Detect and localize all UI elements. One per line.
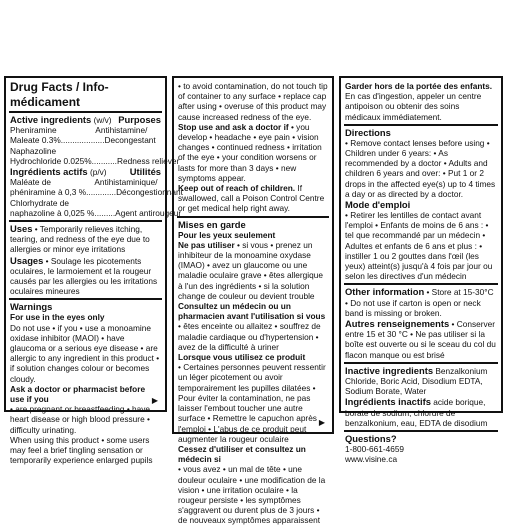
consultez-text: • êtes enceinte ou allaitez • souffrez de maladie cardiaque ou d'hypertension • avez de la difficulté à uriner bbox=[178, 321, 321, 352]
mises-en-garde-section bbox=[174, 218, 332, 528]
ia-line: Maléate de Antihistaminique/ bbox=[10, 177, 158, 188]
keep-out-text: If swallowed, call a Poison Control Centre or get medical help right away. bbox=[178, 183, 325, 214]
ia-line: Chlorhydrate de bbox=[10, 197, 70, 208]
website-link[interactable]: www.visine.ca bbox=[345, 454, 398, 465]
active-ingredients-unit: (w/v) bbox=[93, 115, 112, 125]
garder-section bbox=[341, 78, 501, 124]
continue-arrow-icon: ▶ bbox=[151, 395, 158, 405]
warnings-section bbox=[6, 300, 165, 467]
autres-text: • Conserver entre 15 et 30 °C • Ne pas utiliser si la boîte est ouverte ou si le sceau du col du flacon manque ou est brisé bbox=[345, 319, 496, 360]
ne-pas-utiliser-heading: Ne pas utiliser bbox=[178, 239, 235, 250]
inactive-text: Benzalkonium Chloride, Boric Acid, Disodium EDTA, Sodium Borate, Water bbox=[345, 365, 488, 397]
stop-use-heading: Stop use and ask a doctor if bbox=[178, 121, 289, 132]
ai-line: Pheniramine Antihistamine/ bbox=[10, 125, 148, 136]
cessez-heading: Cessez d'utiliser et consultez un médecin si bbox=[178, 443, 306, 465]
active-ingredients-heading: Active ingredients bbox=[10, 114, 92, 125]
ai-line: Maleate 0.3%...................Decongestant bbox=[10, 135, 156, 146]
drug-facts-panel-1 bbox=[4, 76, 183, 466]
uses-section bbox=[6, 222, 165, 298]
garder-text: En cas d'ingestion, appeler un centre antipoison ou obtenir des soins médicaux immédiatement. bbox=[345, 91, 482, 122]
other-info-heading: Other information bbox=[345, 286, 425, 298]
keep-out-heading: Keep out of reach of children. bbox=[178, 183, 296, 194]
directions-text: • Remove contact lenses before using • Children under 6 years: • As recommended by a doctor • Adults and children 6 years and over: • Put 1 or 2 drops in the affected eye(s) up to 4 times a day or as directed by a doctor. bbox=[345, 137, 496, 199]
inactive-heading: Inactive ingredients bbox=[345, 364, 434, 376]
mode-emploi-text: • Retirer les lentilles de contact avant l'emploi • Enfants de moins de 6 ans : • tel que recommandé par un médecin • Adultes et enfants de 6 ans et plus : • instiller 1 ou 2 gouttes dans l'œil (les yeux) atteint(s) jusqu'à 4 fois par jour ou selon les directives d'un médecin bbox=[345, 210, 493, 282]
consultez-heading: Consultez un médecin ou un pharmacien avant l'utilisation si vous bbox=[178, 301, 326, 322]
drug-facts-panel-3 bbox=[339, 76, 503, 465]
directions-section bbox=[341, 126, 501, 284]
inactifs-text: acide borique, borate de sodium, chlorure de benzalkonium, eau, EDTA de disodium bbox=[345, 397, 488, 428]
mode-emploi-heading: Mode d'emploi bbox=[345, 199, 411, 211]
autres-heading: Autres renseignements bbox=[345, 318, 450, 330]
other-info-text: • Store at 15-30°C • Do not use if carton is open or neck band is missing or broken. bbox=[345, 287, 494, 318]
cessez-text: • vous avez • un mal de tête • une douleur oculaire • une modification de la vision • une irritation oculaire • la rougeur persiste • les symptômes s'aggravent ou durent plus de 3 jours • de nouveaux symptômes apparaissent bbox=[178, 464, 326, 526]
drug-facts-panel-2 bbox=[172, 76, 334, 526]
garder-heading: Garder hors de la portée des enfants. bbox=[345, 81, 493, 91]
ingredients-actifs-heading: Ingrédients actifs bbox=[10, 166, 88, 178]
uses-heading: Uses bbox=[10, 223, 33, 235]
warning-line: Ask a doctor or pharmacist before use if you bbox=[10, 383, 146, 405]
questions-section bbox=[341, 432, 501, 466]
ia-line: phéniramine à 0,3 %.............Décongestionnant bbox=[10, 187, 183, 198]
stop-use-text: • you develop • headache • eye pain • vision changes • continued redness • irritation of the eye • your condition worsens or lasts for more than 3 days • new symptoms appear. bbox=[178, 121, 322, 183]
lorsque-heading: Lorsque vous utilisez ce produit bbox=[178, 352, 306, 363]
inactive-ingredients-section bbox=[341, 364, 501, 430]
use-text: • to avoid contamination, do not touch tip of container to any surface • replace cap after using • overuse of this product may cause increased redness of the eye. bbox=[178, 81, 328, 122]
pour-les-yeux-heading: Pour les yeux seulement bbox=[178, 229, 276, 240]
lorsque-text: • Certaines personnes peuvent ressentir un léger picotement ou avoir temporairement les pupilles dilatées • Pour éviter la contamination, ne pas laisser l'embout toucher une autre surface • Remettre le capuchon après l'emploi • L'abus de ce produit peut augmenter la rougeur oculaire bbox=[178, 362, 326, 444]
inactifs-heading: Ingrédients inactifs bbox=[345, 396, 431, 408]
questions-heading: Questions? bbox=[345, 433, 397, 445]
directions-heading: Directions bbox=[345, 126, 391, 138]
ai-line: Naphazoline bbox=[10, 145, 57, 156]
warning-line: For use in the eyes only bbox=[10, 312, 105, 323]
usages-heading: Usages bbox=[10, 254, 44, 266]
purposes-heading: Purposes bbox=[118, 114, 161, 125]
mises-en-garde-heading: Mises en garde bbox=[178, 218, 246, 230]
ia-line: naphazoline à 0,025 %.........Agent antirougeur bbox=[10, 207, 182, 218]
uses-text: • Temporarily relieves itching, tearing, and redness of the eye due to allergies or minor eye irritations bbox=[10, 224, 150, 255]
other-information-section bbox=[341, 285, 501, 361]
continue-arrow-icon: ▶ bbox=[318, 417, 325, 427]
ingredients-actifs-unit: (p/v) bbox=[89, 167, 107, 178]
warning-line: When using this product • some users may feel a brief tingling sensation or temporarily experience enlarged pupils bbox=[10, 434, 153, 466]
ai-line: Hydrochloride 0.025%...........Redness reliever bbox=[10, 155, 180, 166]
usages-text: • Soulage les picotements oculaires, le larmoiement et la rougeur causés par les allergies ou les irritations oculaires mineures bbox=[10, 255, 158, 297]
continued-section bbox=[174, 78, 332, 216]
active-ingredients-section bbox=[6, 113, 183, 220]
warnings-heading: Warnings bbox=[10, 301, 53, 313]
warning-line: • are pregnant or breastfeeding • have heart disease or high blood pressure • difficulty urinating. bbox=[10, 404, 151, 435]
panel-title: Drug Facts / Info-médicament bbox=[10, 80, 109, 109]
ne-pas-utiliser-text: • si vous • prenez un inhibiteur de la monoamine oxydase (IMAO) • avez un glaucome ou une maladie oculaire grave • êtes allergique à l'un des ingrédients • si la solution change de couleur ou devient trouble bbox=[178, 239, 323, 301]
utilites-heading: Utilités bbox=[129, 166, 161, 178]
phone-number: 1-800-661-4659 bbox=[345, 444, 405, 455]
warning-line: Do not use • if you • use a monoamine oxidase inhibitor (MAOI) • have glaucoma or a serious eye disease • are allergic to any ingredient in this product • if solution changes colour or becomes cloudy. bbox=[10, 322, 160, 384]
